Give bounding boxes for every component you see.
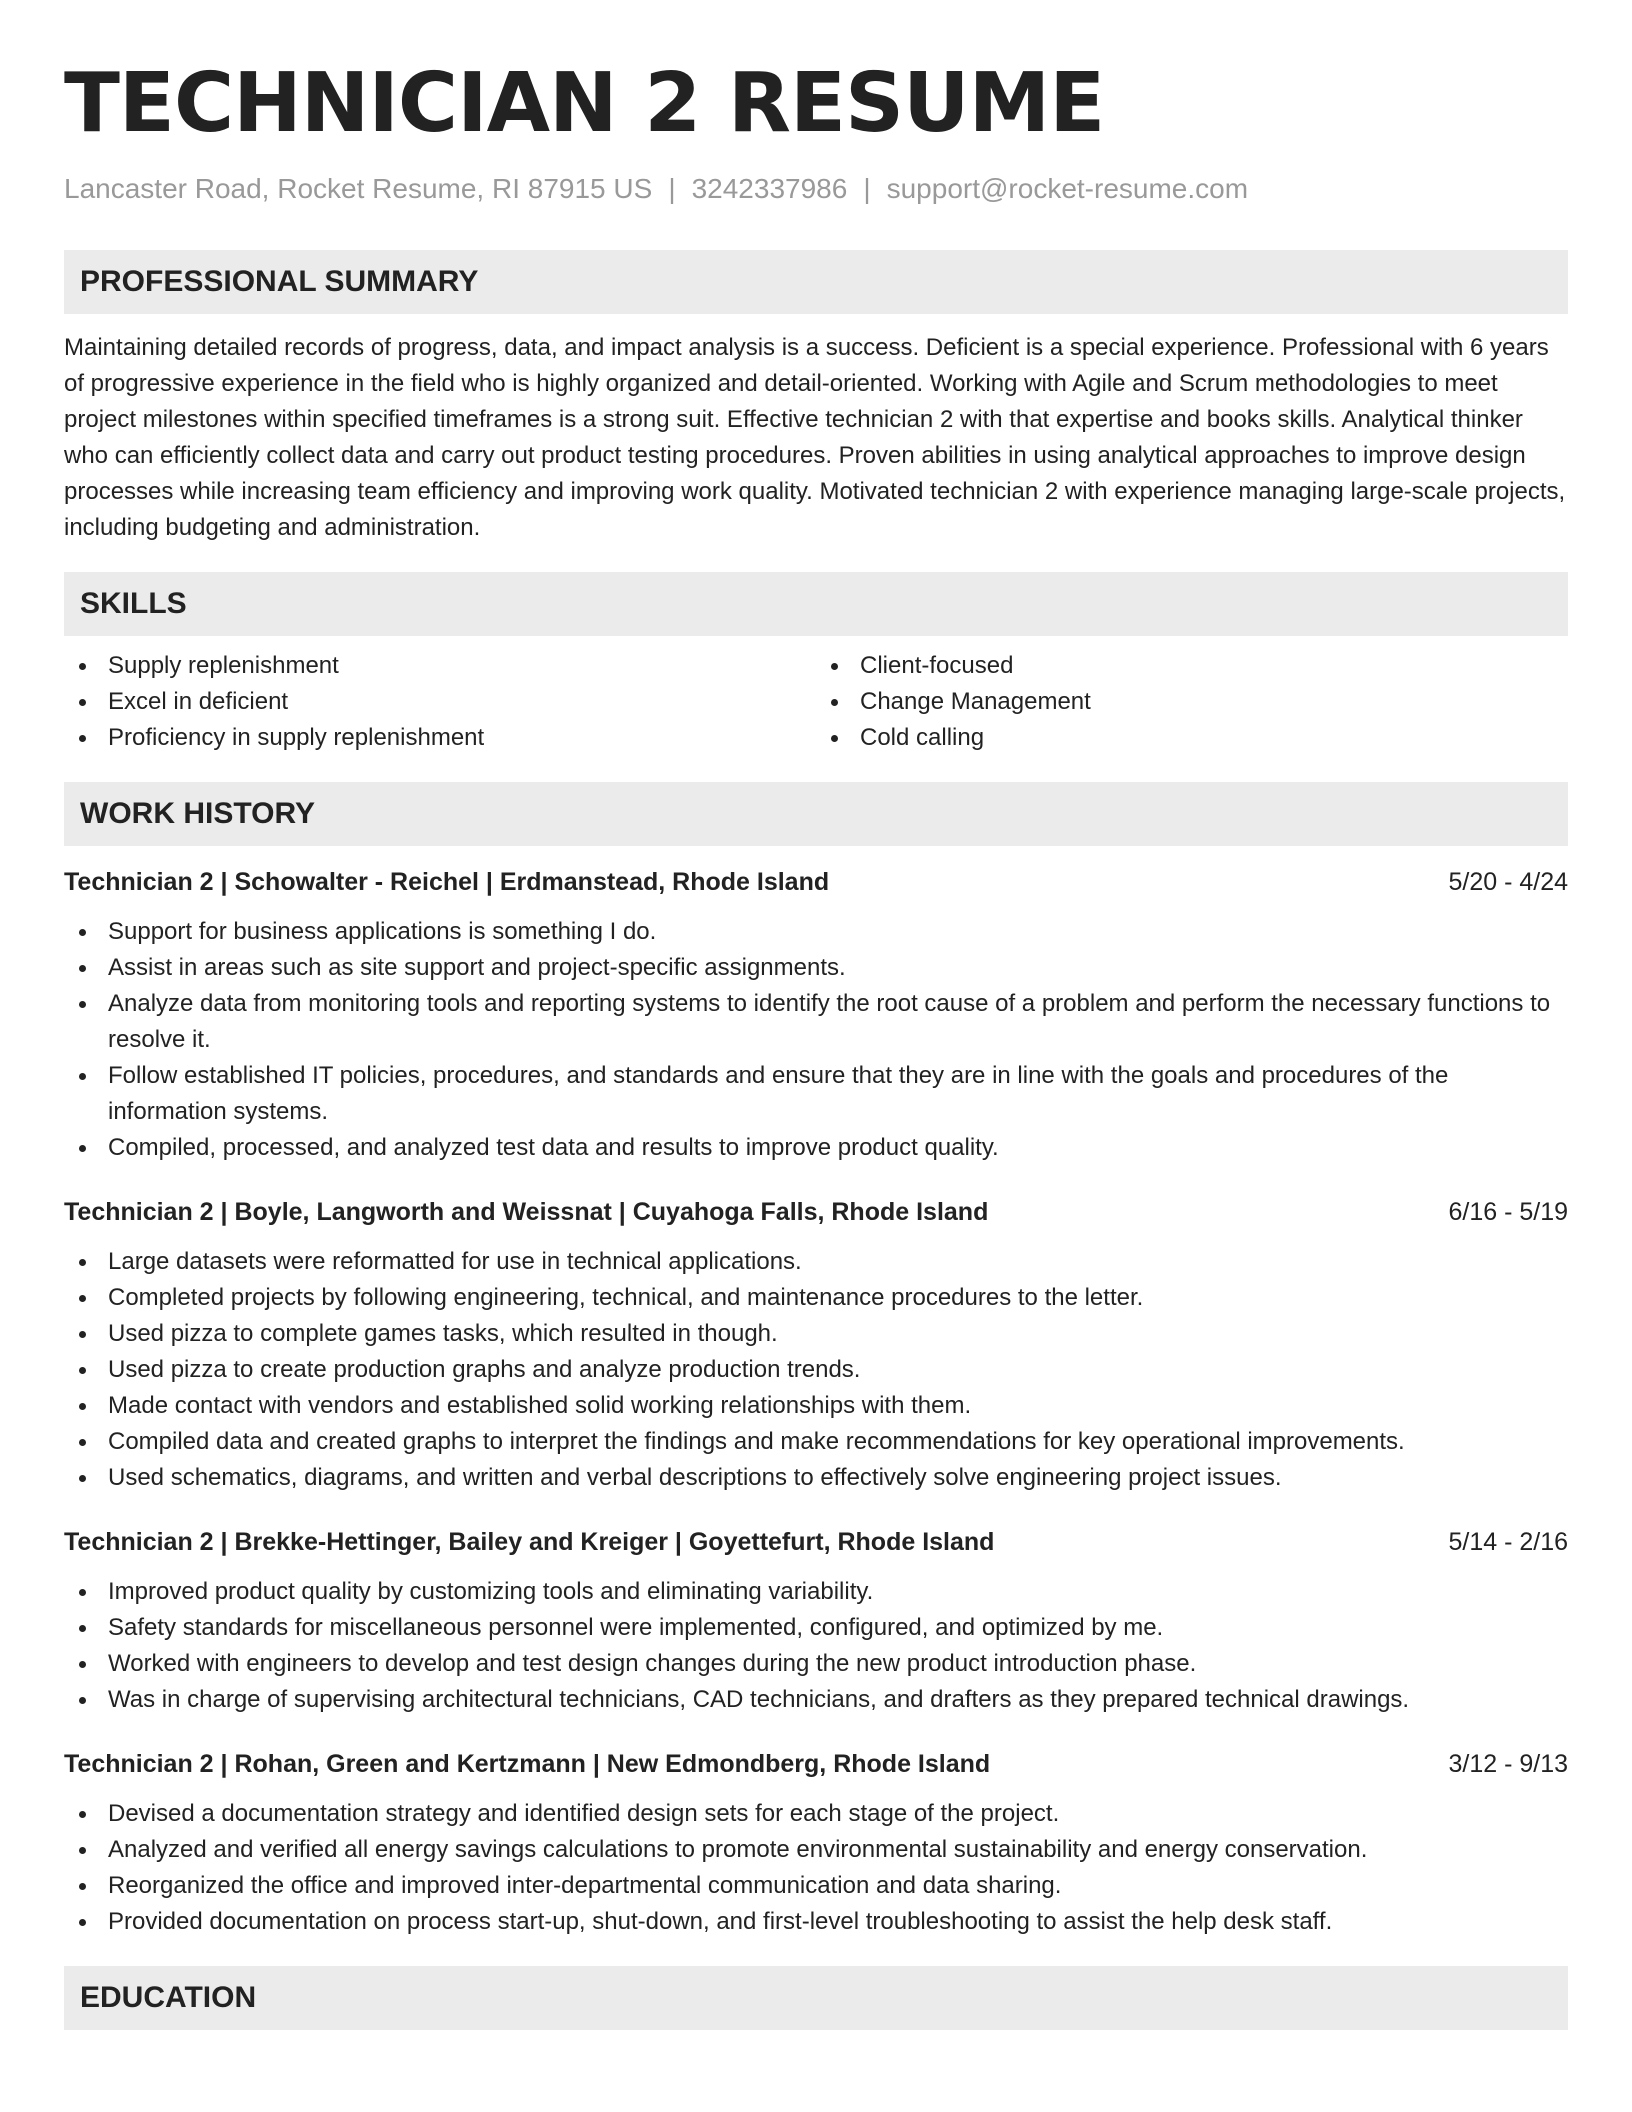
job-bullet: Assist in areas such as site support and project-specific assignments. [64, 950, 1568, 986]
contact-separator: | [668, 173, 676, 204]
skills-list [64, 648, 1568, 756]
job-bullet: Follow established IT policies, procedures, and standards and ensure that they are in line with the goals and procedures of the information systems. [64, 1058, 1568, 1130]
skill-item: Cold calling [816, 720, 1568, 756]
skills-column-left [64, 648, 816, 756]
job-title: Technician 2 | Brekke-Hettinger, Bailey and Kreiger | Goyettefurt, Rhode Island [64, 1528, 995, 1556]
job-dates: 3/12 - 9/13 [1448, 1750, 1568, 1778]
job-bullet: Improved product quality by customizing tools and eliminating variability. [64, 1574, 1568, 1610]
job-bullet: Reorganized the office and improved inter-departmental communication and data sharing. [64, 1868, 1568, 1904]
job-bullet: Compiled data and created graphs to interpret the findings and make recommendations for key operational improvements. [64, 1424, 1568, 1460]
resume-title: TECHNICIAN 2 RESUME [64, 56, 1105, 151]
skill-item: Change Management [816, 684, 1568, 720]
job-dates: 5/20 - 4/24 [1448, 868, 1568, 896]
skills-column-right [816, 648, 1568, 756]
job-title: Technician 2 | Rohan, Green and Kertzmann | New Edmondberg, Rhode Island [64, 1750, 991, 1778]
job-bullet: Used schematics, diagrams, and written and verbal descriptions to effectively solve engineering project issues. [64, 1460, 1568, 1496]
section-heading-summary: PROFESSIONAL SUMMARY [64, 250, 1568, 314]
job-bullet: Worked with engineers to develop and test design changes during the new product introduction phase. [64, 1646, 1568, 1682]
skill-item: Proficiency in supply replenishment [64, 720, 816, 756]
section-heading-work-history: WORK HISTORY [64, 782, 1568, 846]
job-bullet: Devised a documentation strategy and identified design sets for each stage of the project. [64, 1796, 1568, 1832]
skill-item: Excel in deficient [64, 684, 816, 720]
skill-item: Client-focused [816, 648, 1568, 684]
job-entry [64, 1526, 1568, 1718]
job-bullets [64, 1574, 1568, 1718]
job-entry [64, 1748, 1568, 1940]
job-bullets [64, 1244, 1568, 1496]
summary-text: Maintaining detailed records of progress, data, and impact analysis is a success. Deficient is a special experience. Professional with 6 years of progressive experience in the field who is highly organized and detail-oriented. Working with Agile and Scrum methodologies to meet project milestones within specified timeframes is a strong suit. Effective technician 2 with that expertise and books skills. Analytical thinker who can efficiently collect data and carry out product testing procedures. Proven abilities in using analytical approaches to improve design processes while increasing team efficiency and improving work quality. Motivated technician 2 with experience managing large-scale projects, including budgeting and administration. [64, 334, 1566, 541]
job-bullet: Was in charge of supervising architectural technicians, CAD technicians, and drafters as they prepared technical drawings. [64, 1682, 1568, 1718]
job-dates: 6/16 - 5/19 [1448, 1198, 1568, 1226]
job-bullets [64, 1796, 1568, 1940]
job-bullet: Used pizza to complete games tasks, which resulted in though. [64, 1316, 1568, 1352]
job-bullet: Provided documentation on process start-up, shut-down, and first-level troubleshooting to assist the help desk staff. [64, 1904, 1568, 1940]
section-heading-education: EDUCATION [64, 1966, 1568, 2030]
job-entry [64, 866, 1568, 1166]
job-title: Technician 2 | Schowalter - Reichel | Erdmanstead, Rhode Island [64, 868, 830, 896]
job-title: Technician 2 | Boyle, Langworth and Weissnat | Cuyahoga Falls, Rhode Island [64, 1198, 989, 1226]
contact-phone: 3242337986 [691, 173, 848, 204]
job-bullets [64, 914, 1568, 1166]
job-bullet: Safety standards for miscellaneous personnel were implemented, configured, and optimized by me. [64, 1610, 1568, 1646]
job-bullet: Completed projects by following engineering, technical, and maintenance procedures to the letter. [64, 1280, 1568, 1316]
job-bullet: Used pizza to create production graphs and analyze production trends. [64, 1352, 1568, 1388]
job-bullet: Large datasets were reformatted for use in technical applications. [64, 1244, 1568, 1280]
job-entry [64, 1196, 1568, 1496]
job-dates: 5/14 - 2/16 [1448, 1528, 1568, 1556]
skill-item: Supply replenishment [64, 648, 816, 684]
job-header [64, 866, 1568, 898]
job-bullet: Analyzed and verified all energy savings calculations to promote environmental sustainability and energy conservation. [64, 1832, 1568, 1868]
contact-address: Lancaster Road, Rocket Resume, RI 87915 US [64, 173, 653, 204]
job-bullet: Compiled, processed, and analyzed test data and results to improve product quality. [64, 1130, 1568, 1166]
contact-email: support@rocket-resume.com [886, 173, 1249, 204]
contact-line [64, 172, 1568, 206]
contact-separator: | [863, 173, 871, 204]
job-header [64, 1748, 1568, 1780]
job-header [64, 1196, 1568, 1228]
job-bullet: Support for business applications is something I do. [64, 914, 1568, 950]
job-bullet: Made contact with vendors and established solid working relationships with them. [64, 1388, 1568, 1424]
job-bullet: Analyze data from monitoring tools and reporting systems to identify the root cause of a problem and perform the necessary functions to resolve it. [64, 986, 1568, 1058]
section-heading-skills: SKILLS [64, 572, 1568, 636]
job-header [64, 1526, 1568, 1558]
